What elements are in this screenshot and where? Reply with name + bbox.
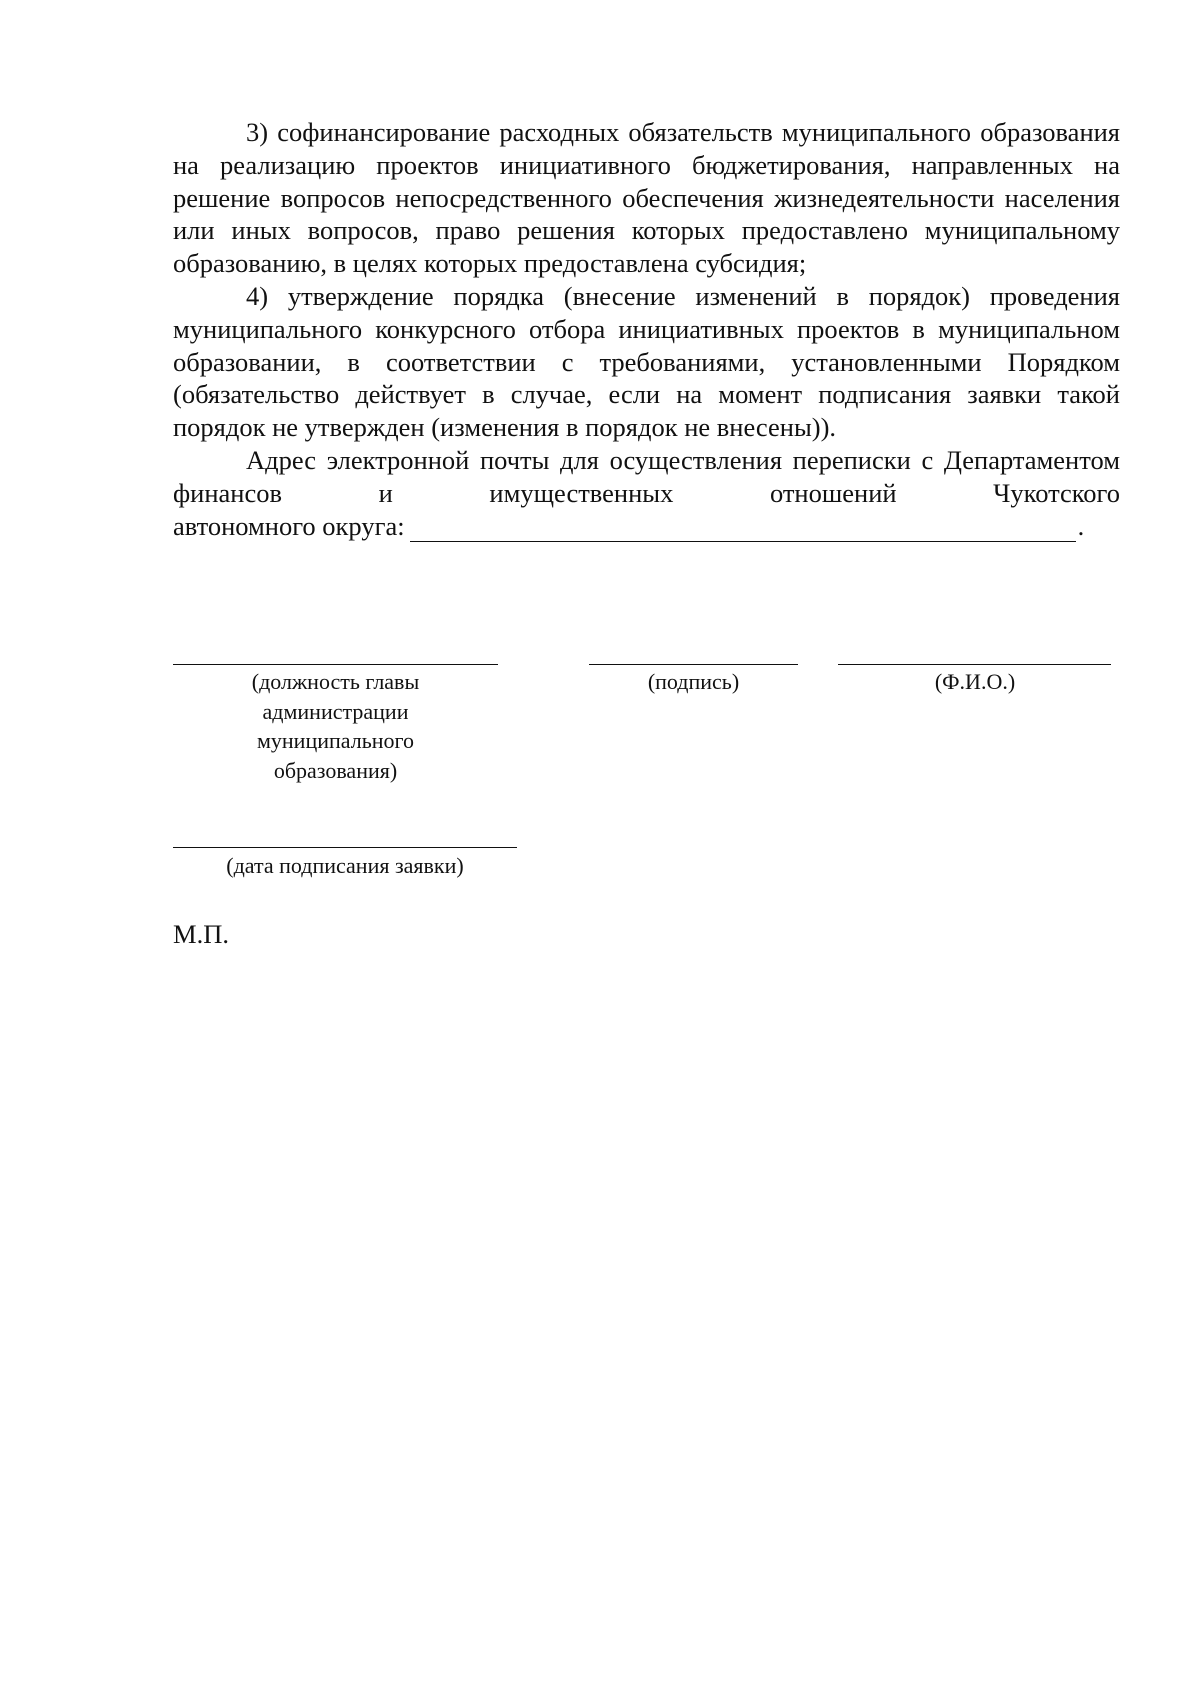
position-caption xyxy=(173,667,498,785)
position-caption-line-4: образования) xyxy=(273,757,398,783)
name-caption: (Ф.И.О.) xyxy=(934,669,1016,694)
email-blank-line xyxy=(410,515,1076,542)
date-caption: (дата подписания заявки) xyxy=(226,853,464,878)
email-label: автономного округа: xyxy=(173,510,405,541)
paragraph-item-3: 3) софинансирование расходных обязательств муниципального образования на реализацию проектов инициативного бюджетирования, направленных на решение вопросов непосредственного обеспечения жизнедеятельности населения или иных вопросов, право решения которых предоставлено муниципальному образованию, в целях которых предоставлена субсидия; xyxy=(173,117,1120,279)
document-body xyxy=(173,116,1120,542)
date-signature-line xyxy=(173,847,517,848)
email-row xyxy=(173,510,1120,543)
position-signature-line xyxy=(173,664,498,665)
email-paragraph xyxy=(173,444,1120,510)
signature-caption: (подпись) xyxy=(647,669,740,694)
position-caption-line-3: муниципального xyxy=(256,728,414,753)
position-caption-line-1: (должность главы xyxy=(251,669,420,694)
signature-line xyxy=(589,664,798,665)
name-signature-line xyxy=(838,664,1111,665)
position-caption-line-2: администрации xyxy=(262,698,409,724)
email-end-punctuation: . xyxy=(1077,510,1085,541)
email-intro-text: Адрес электронной почты для осуществления переписки с Департаментом финансов и имущественных отношений Чукотского xyxy=(173,444,1120,508)
paragraph-item-4: 4) утверждение порядка (внесение изменений в порядок) проведения муниципального конкурсного отбора инициативных проектов в муниципальном образовании, в соответствии с требованиями, установленными Порядком (обязательство действует в случае, если на момент подписания заявки такой порядок не утвержден (изменения в порядок не внесены)). xyxy=(173,280,1120,443)
stamp-label: М.П. xyxy=(173,919,229,949)
